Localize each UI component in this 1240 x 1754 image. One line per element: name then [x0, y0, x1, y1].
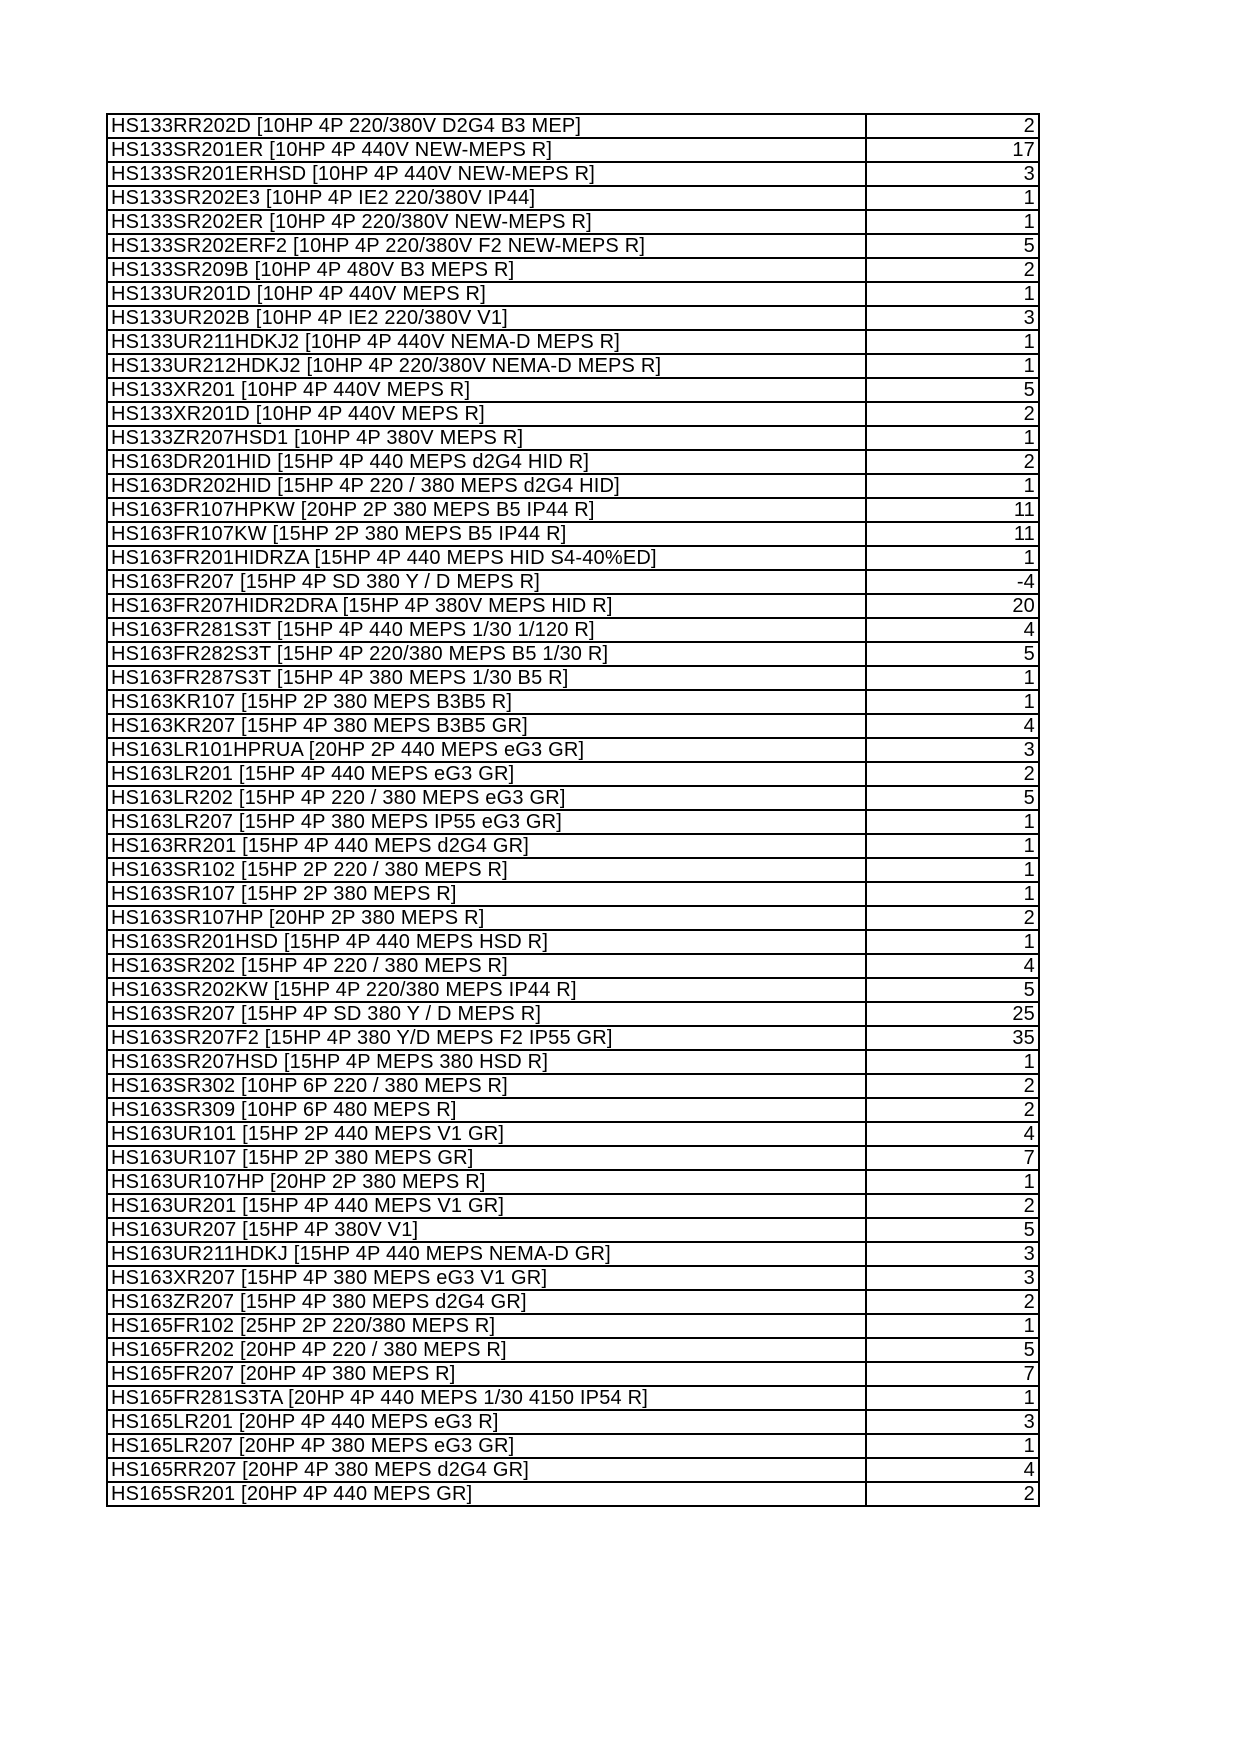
product-description-cell: HS163UR107HP [20HP 2P 380 MEPS R] — [107, 1170, 866, 1194]
quantity-cell: 2 — [866, 450, 1039, 474]
quantity-cell: 7 — [866, 1362, 1039, 1386]
table-row — [107, 810, 1039, 834]
quantity-cell: 2 — [866, 1098, 1039, 1122]
product-description-cell: HS163SR201HSD [15HP 4P 440 MEPS HSD R] — [107, 930, 866, 954]
product-description-cell: HS133UR212HDKJ2 [10HP 4P 220/380V NEMA-D MEPS R] — [107, 354, 866, 378]
product-description-cell: HS163SR207HSD [15HP 4P MEPS 380 HSD R] — [107, 1050, 866, 1074]
product-description-cell: HS163LR101HPRUA [20HP 2P 440 MEPS eG3 GR] — [107, 738, 866, 762]
table-row — [107, 114, 1039, 138]
product-description-cell: HS165FR202 [20HP 4P 220 / 380 MEPS R] — [107, 1338, 866, 1362]
quantity-cell: 1 — [866, 474, 1039, 498]
quantity-cell: 5 — [866, 234, 1039, 258]
quantity-cell: 7 — [866, 1146, 1039, 1170]
table-row — [107, 1482, 1039, 1506]
table-row — [107, 1362, 1039, 1386]
product-description-cell: HS133SR201ERHSD [10HP 4P 440V NEW-MEPS R] — [107, 162, 866, 186]
quantity-cell: 4 — [866, 618, 1039, 642]
table-row — [107, 1458, 1039, 1482]
table-row — [107, 618, 1039, 642]
table-row — [107, 1266, 1039, 1290]
quantity-cell: 3 — [866, 1266, 1039, 1290]
table-row — [107, 426, 1039, 450]
product-description-cell: HS163UR211HDKJ [15HP 4P 440 MEPS NEMA-D GR] — [107, 1242, 866, 1266]
quantity-cell: 1 — [866, 330, 1039, 354]
table-row — [107, 282, 1039, 306]
table-row — [107, 522, 1039, 546]
table-row — [107, 1290, 1039, 1314]
product-description-cell: HS163SR309 [10HP 6P 480 MEPS R] — [107, 1098, 866, 1122]
product-description-cell: HS165FR102 [25HP 2P 220/380 MEPS R] — [107, 1314, 866, 1338]
product-description-cell: HS163SR207 [15HP 4P SD 380 Y / D MEPS R] — [107, 1002, 866, 1026]
quantity-cell: 1 — [866, 882, 1039, 906]
quantity-cell: 25 — [866, 1002, 1039, 1026]
quantity-cell: 35 — [866, 1026, 1039, 1050]
table-row — [107, 858, 1039, 882]
table-row — [107, 834, 1039, 858]
table-row — [107, 978, 1039, 1002]
product-description-cell: HS163FR287S3T [15HP 4P 380 MEPS 1/30 B5 R] — [107, 666, 866, 690]
product-description-cell: HS133SR201ER [10HP 4P 440V NEW-MEPS R] — [107, 138, 866, 162]
product-description-cell: HS163FR207HIDR2DRA [15HP 4P 380V MEPS HID R] — [107, 594, 866, 618]
inventory-sheet — [106, 113, 1038, 1507]
product-description-cell: HS163XR207 [15HP 4P 380 MEPS eG3 V1 GR] — [107, 1266, 866, 1290]
table-row — [107, 906, 1039, 930]
product-description-cell: HS133UR211HDKJ2 [10HP 4P 440V NEMA-D MEPS R] — [107, 330, 866, 354]
product-description-cell: HS165RR207 [20HP 4P 380 MEPS d2G4 GR] — [107, 1458, 866, 1482]
table-row — [107, 1218, 1039, 1242]
table-row — [107, 498, 1039, 522]
product-description-cell: HS163DR202HID [15HP 4P 220 / 380 MEPS d2G4 HID] — [107, 474, 866, 498]
product-description-cell: HS133SR202ERF2 [10HP 4P 220/380V F2 NEW-MEPS R] — [107, 234, 866, 258]
table-row — [107, 378, 1039, 402]
product-description-cell: HS133XR201 [10HP 4P 440V MEPS R] — [107, 378, 866, 402]
table-row — [107, 1122, 1039, 1146]
product-description-cell: HS165FR281S3TA [20HP 4P 440 MEPS 1/30 4150 IP54 R] — [107, 1386, 866, 1410]
quantity-cell: 2 — [866, 1482, 1039, 1506]
quantity-cell: 1 — [866, 282, 1039, 306]
quantity-cell: 1 — [866, 546, 1039, 570]
product-description-cell: HS163FR281S3T [15HP 4P 440 MEPS 1/30 1/120 R] — [107, 618, 866, 642]
table-row — [107, 1002, 1039, 1026]
product-description-cell: HS133ZR207HSD1 [10HP 4P 380V MEPS R] — [107, 426, 866, 450]
table-row — [107, 450, 1039, 474]
quantity-cell: 2 — [866, 1194, 1039, 1218]
quantity-cell: 1 — [866, 1170, 1039, 1194]
quantity-cell: 1 — [866, 1386, 1039, 1410]
product-description-cell: HS165FR207 [20HP 4P 380 MEPS R] — [107, 1362, 866, 1386]
table-row — [107, 762, 1039, 786]
table-row — [107, 714, 1039, 738]
quantity-cell: 1 — [866, 426, 1039, 450]
quantity-cell: 4 — [866, 1458, 1039, 1482]
quantity-cell: 1 — [866, 930, 1039, 954]
quantity-cell: 4 — [866, 714, 1039, 738]
product-description-cell: HS133SR202ER [10HP 4P 220/380V NEW-MEPS R] — [107, 210, 866, 234]
product-description-cell: HS163ZR207 [15HP 4P 380 MEPS d2G4 GR] — [107, 1290, 866, 1314]
product-description-cell: HS163LR201 [15HP 4P 440 MEPS eG3 GR] — [107, 762, 866, 786]
product-description-cell: HS163SR102 [15HP 2P 220 / 380 MEPS R] — [107, 858, 866, 882]
product-description-cell: HS163FR107KW [15HP 2P 380 MEPS B5 IP44 R] — [107, 522, 866, 546]
quantity-cell: 3 — [866, 306, 1039, 330]
product-description-cell: HS163SR202 [15HP 4P 220 / 380 MEPS R] — [107, 954, 866, 978]
product-description-cell: HS163SR107HP [20HP 2P 380 MEPS R] — [107, 906, 866, 930]
quantity-cell: 1 — [866, 210, 1039, 234]
table-row — [107, 330, 1039, 354]
quantity-cell: 2 — [866, 402, 1039, 426]
table-row — [107, 930, 1039, 954]
product-description-cell: HS163UR207 [15HP 4P 380V V1] — [107, 1218, 866, 1242]
table-row — [107, 1074, 1039, 1098]
product-description-cell: HS133SR209B [10HP 4P 480V B3 MEPS R] — [107, 258, 866, 282]
table-row — [107, 738, 1039, 762]
product-description-cell: HS133RR202D [10HP 4P 220/380V D2G4 B3 MEP] — [107, 114, 866, 138]
product-description-cell: HS163LR207 [15HP 4P 380 MEPS IP55 eG3 GR] — [107, 810, 866, 834]
quantity-cell: 2 — [866, 258, 1039, 282]
quantity-cell: 1 — [866, 810, 1039, 834]
product-description-cell: HS163FR207 [15HP 4P SD 380 Y / D MEPS R] — [107, 570, 866, 594]
table-row — [107, 234, 1039, 258]
table-row — [107, 1194, 1039, 1218]
table-row — [107, 1242, 1039, 1266]
table-row — [107, 306, 1039, 330]
table-row — [107, 1098, 1039, 1122]
table-row — [107, 1338, 1039, 1362]
table-row — [107, 642, 1039, 666]
quantity-cell: 2 — [866, 762, 1039, 786]
table-row — [107, 954, 1039, 978]
quantity-cell: 11 — [866, 498, 1039, 522]
quantity-cell: 3 — [866, 1410, 1039, 1434]
quantity-cell: 5 — [866, 1338, 1039, 1362]
product-description-cell: HS163DR201HID [15HP 4P 440 MEPS d2G4 HID R] — [107, 450, 866, 474]
quantity-cell: 2 — [866, 1290, 1039, 1314]
table-row — [107, 1026, 1039, 1050]
product-description-cell: HS163RR201 [15HP 4P 440 MEPS d2G4 GR] — [107, 834, 866, 858]
table-row — [107, 210, 1039, 234]
product-description-cell: HS163FR201HIDRZA [15HP 4P 440 MEPS HID S4-40%ED] — [107, 546, 866, 570]
table-row — [107, 546, 1039, 570]
quantity-cell: 1 — [866, 834, 1039, 858]
quantity-cell: 11 — [866, 522, 1039, 546]
quantity-cell: 2 — [866, 114, 1039, 138]
product-description-cell: HS163LR202 [15HP 4P 220 / 380 MEPS eG3 GR] — [107, 786, 866, 810]
table-row — [107, 186, 1039, 210]
quantity-cell: 3 — [866, 738, 1039, 762]
table-row — [107, 1050, 1039, 1074]
table-row — [107, 1314, 1039, 1338]
table-row — [107, 1434, 1039, 1458]
quantity-cell: 1 — [866, 1434, 1039, 1458]
table-row — [107, 666, 1039, 690]
table-row — [107, 786, 1039, 810]
product-description-cell: HS165LR201 [20HP 4P 440 MEPS eG3 R] — [107, 1410, 866, 1434]
product-description-cell: HS163SR207F2 [15HP 4P 380 Y/D MEPS F2 IP55 GR] — [107, 1026, 866, 1050]
table-row — [107, 594, 1039, 618]
table-row — [107, 402, 1039, 426]
table-row — [107, 1170, 1039, 1194]
quantity-cell: 1 — [866, 1050, 1039, 1074]
product-description-cell: HS133XR201D [10HP 4P 440V MEPS R] — [107, 402, 866, 426]
product-description-cell: HS163FR107HPKW [20HP 2P 380 MEPS B5 IP44 R] — [107, 498, 866, 522]
quantity-cell: 5 — [866, 642, 1039, 666]
product-description-cell: HS165SR201 [20HP 4P 440 MEPS GR] — [107, 1482, 866, 1506]
table-row — [107, 1146, 1039, 1170]
table-row — [107, 882, 1039, 906]
table-row — [107, 1410, 1039, 1434]
quantity-cell: 4 — [866, 954, 1039, 978]
quantity-cell: 3 — [866, 162, 1039, 186]
table-row — [107, 354, 1039, 378]
quantity-cell: 1 — [866, 858, 1039, 882]
product-description-cell: HS163SR107 [15HP 2P 380 MEPS R] — [107, 882, 866, 906]
product-description-cell: HS163UR201 [15HP 4P 440 MEPS V1 GR] — [107, 1194, 866, 1218]
product-description-cell: HS133UR201D [10HP 4P 440V MEPS R] — [107, 282, 866, 306]
table-row — [107, 1386, 1039, 1410]
product-description-cell: HS163SR302 [10HP 6P 220 / 380 MEPS R] — [107, 1074, 866, 1098]
product-description-cell: HS163KR107 [15HP 2P 380 MEPS B3B5 R] — [107, 690, 866, 714]
quantity-cell: 2 — [866, 906, 1039, 930]
table-row — [107, 258, 1039, 282]
quantity-cell: 20 — [866, 594, 1039, 618]
table-row — [107, 162, 1039, 186]
quantity-cell: 5 — [866, 378, 1039, 402]
quantity-cell: 1 — [866, 690, 1039, 714]
quantity-cell: 5 — [866, 786, 1039, 810]
product-description-cell: HS163FR282S3T [15HP 4P 220/380 MEPS B5 1/30 R] — [107, 642, 866, 666]
quantity-cell: 1 — [866, 186, 1039, 210]
product-description-cell: HS163UR107 [15HP 2P 380 MEPS GR] — [107, 1146, 866, 1170]
product-description-cell: HS163KR207 [15HP 4P 380 MEPS B3B5 GR] — [107, 714, 866, 738]
product-description-cell: HS163SR202KW [15HP 4P 220/380 MEPS IP44 R] — [107, 978, 866, 1002]
quantity-cell: 17 — [866, 138, 1039, 162]
inventory-table — [106, 113, 1040, 1507]
quantity-cell: 4 — [866, 1122, 1039, 1146]
quantity-cell: 1 — [866, 1314, 1039, 1338]
product-description-cell: HS133SR202E3 [10HP 4P IE2 220/380V IP44] — [107, 186, 866, 210]
inventory-table-body — [107, 114, 1039, 1506]
quantity-cell: 1 — [866, 666, 1039, 690]
table-row — [107, 474, 1039, 498]
quantity-cell: 5 — [866, 978, 1039, 1002]
table-row — [107, 690, 1039, 714]
table-row — [107, 138, 1039, 162]
product-description-cell: HS165LR207 [20HP 4P 380 MEPS eG3 GR] — [107, 1434, 866, 1458]
quantity-cell: 3 — [866, 1242, 1039, 1266]
quantity-cell: 2 — [866, 1074, 1039, 1098]
table-row — [107, 570, 1039, 594]
quantity-cell: -4 — [866, 570, 1039, 594]
quantity-cell: 1 — [866, 354, 1039, 378]
product-description-cell: HS163UR101 [15HP 2P 440 MEPS V1 GR] — [107, 1122, 866, 1146]
quantity-cell: 5 — [866, 1218, 1039, 1242]
product-description-cell: HS133UR202B [10HP 4P IE2 220/380V V1] — [107, 306, 866, 330]
